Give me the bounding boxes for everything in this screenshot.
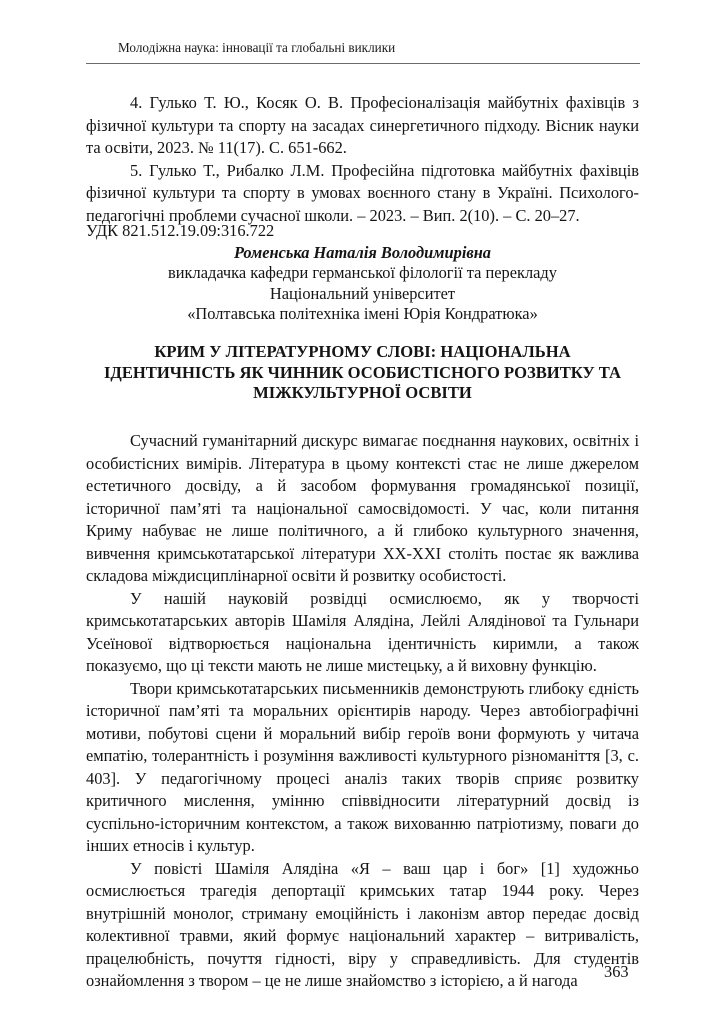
paragraph: Твори кримськотатарських письменників демонструють глибоку єдність історичної пам’яті та моральних орієнтирів народу. Через автобіографічні мотиви, побутові сцени й моральний вибір героїв вони формують у читача емпатію, толерантність і розуміння важливості культурного різноманіття [3, с. 403]. У педагогічному процесі аналіз таких творів сприяє розвитку критичного мислення, умінню співвідносити літературний досвід із суспільно-історичним контекстом, а також вихованню патріотизму, поваги до інших етносів і культур. (86, 678, 639, 855)
title-line: ІДЕНТИЧНІСТЬ ЯК ЧИННИК ОСОБИСТІСНОГО РОЗВИТКУ ТА (103, 362, 622, 382)
paragraph: У повісті Шаміля Алядіна «Я – ваш цар і бог» [1] художньо осмислюється трагедія депортації кримських татар 1944 року. Через внутрішній монолог, стриману емоційність і лаконізм автор передає досвід колективної травми, який формує національний характер – витривалість, працелюбність, почуття гідності, віру у справедливість. Для студентів ознайомлення з твором – це не лише знайомство з історією, а й нагода (86, 858, 639, 990)
reference-item: 4. Гулько Т. Ю., Косяк О. В. Професіоналізація майбутніх фахівців з фізичної культури та спорту на засадах синергетичного підходу. Вісник науки та освіти, 2023. № 11(17). С. 651-662. (86, 93, 639, 157)
author-block (86, 243, 639, 324)
reference-list (86, 92, 639, 227)
title-line: МІЖКУЛЬТУРНОЇ ОСВІТИ (253, 383, 472, 402)
author-name: Роменська Наталія Володимирівна (233, 243, 491, 262)
article-title (86, 342, 639, 404)
paragraph: У нашій науковій розвідці осмислюємо, як у творчості кримськотатарських авторів Шаміля Алядіна, Лейлі Алядінової та Гульнари Усеїнової відтворюється національна ідентичність киримли, а також показуємо, що ці тексти мають не лише мистецьку, а й виховну функцію. (86, 588, 639, 675)
title-line: КРИМ У ЛІТЕРАТУРНОМУ СЛОВІ: НАЦІОНАЛЬНА (154, 342, 571, 361)
paragraph: Сучасний гуманітарний дискурс вимагає поєднання наукових, освітніх і особистісних вимірів. Література в цьому контексті стає не лише джерелом естетичного досвіду, а й засобом формування громадянської позиції, історичної пам’яті та національної самосвідомості. У час, коли питання Криму набуває не лише політичного, а й глибоко культурного значення, вивчення кримськотатарської літератури XX-XXI століть постає як важлива складова міждисциплінарної освіти й розвитку особистості. (86, 431, 639, 585)
author-university: Національний університет (269, 283, 456, 303)
author-university-name: «Полтавська політехніка імені Юрія Кондратюка» (187, 303, 538, 323)
article-body (86, 430, 639, 993)
udc-code: УДК 821.512.19.09:316.722 (86, 221, 275, 240)
header-divider (86, 63, 640, 64)
author-position: викладачка кафедри германської філології та перекладу (168, 263, 557, 283)
reference-item: 5. Гулько Т., Рибалко Л.М. Професійна підготовка майбутніх фахівців фізичної культури та спорту в умовах воєнного стану в Україні. Психолого-педагогічні проблеми сучасної школи. – 2023. – Вип. 2(10). – С. 20–27. (86, 160, 639, 225)
page-number: 363 (604, 962, 629, 981)
running-header: Молодіжна наука: інновації та глобальні виклики (118, 40, 396, 55)
